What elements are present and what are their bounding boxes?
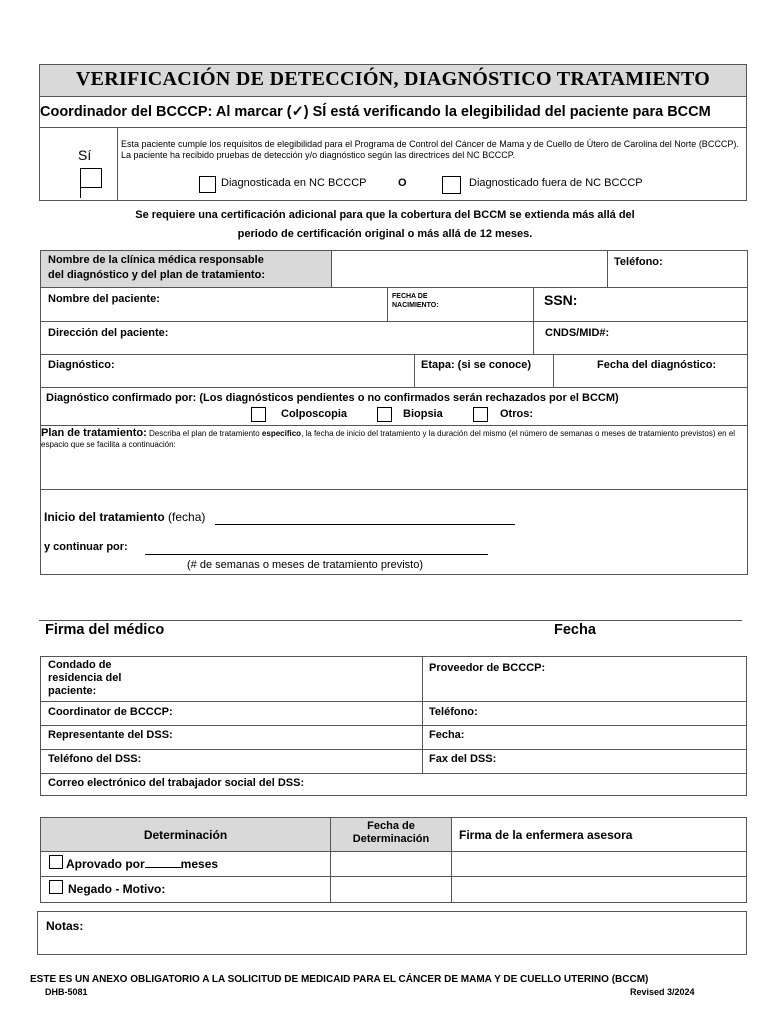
cnds-label: CNDS/MID#: (545, 327, 610, 339)
dss-phone-field[interactable] (161, 750, 421, 773)
clinic-name-label-cell: Nombre de la clínica médica responsable del diagnóstico y del plan de tratamiento: (41, 251, 332, 287)
stage-label: Etapa: (si se conoce) (421, 359, 532, 371)
signature-date-label: Fecha (554, 622, 596, 638)
clinic-phone-label: Teléfono: (614, 256, 663, 268)
treatment-plan-field[interactable] (41, 453, 747, 489)
otros-checkbox[interactable] (473, 407, 488, 422)
or-label: O (398, 177, 407, 189)
county-label: Condado de residencia del paciente: (48, 659, 122, 697)
denied-checkbox[interactable] (49, 880, 63, 894)
determination-date-field[interactable] (331, 852, 451, 902)
form-header (39, 64, 747, 128)
eligibility-section (39, 128, 747, 201)
patient-info-form (40, 250, 748, 575)
approved-label: Aprovado por meses (66, 857, 219, 871)
certification-note-line2: periodo de certificación original o más allá de 12 meses. (237, 228, 533, 240)
ssn-field[interactable] (581, 288, 747, 321)
colposcopia-label: Colposcopia (281, 408, 348, 420)
treatment-start-label: Inicio del tratamiento (fecha) (44, 510, 206, 524)
diagnosed-in-nc-checkbox[interactable] (199, 176, 216, 193)
patient-address-label: Dirección del paciente: (48, 327, 169, 339)
clinic-phone-field[interactable] (608, 269, 748, 287)
weeks-hint: (# de semanas o meses de tratamiento previsto) (187, 559, 424, 571)
otros-label: Otros: (500, 408, 533, 420)
dss-date-field[interactable] (481, 726, 746, 749)
diagnosed-in-nc-label: Diagnosticada en NC BCCCP (221, 177, 367, 189)
determination-table (40, 817, 747, 903)
dss-date-label: Fecha: (429, 729, 465, 741)
form-id: DHB-5081 (45, 987, 88, 997)
revised-date: Revised 3/2024 (630, 987, 695, 997)
diagnosis-label: Diagnóstico: (48, 359, 115, 371)
approved-months-blank[interactable] (145, 857, 181, 868)
clinic-name-field[interactable] (333, 251, 607, 287)
cnds-field[interactable] (621, 322, 747, 354)
dss-representative-field[interactable] (201, 726, 421, 749)
continue-for-field[interactable] (145, 540, 488, 554)
treatment-plan-instructions: Plan de tratamiento: Describa el plan de tratamiento específico, la fecha de inicio del tratamiento y la duración del mismo (el número de semanas o meses de tratamiento previstos) en el espacio que se facilita a continuación: (41, 427, 736, 449)
dss-fax-field[interactable] (511, 750, 746, 773)
dss-representative-label: Representante del DSS: (48, 729, 173, 741)
denied-label: Negado - Motivo: (68, 882, 166, 896)
signature-date-field[interactable] (550, 598, 740, 620)
page-title: VERIFICACIÓN DE DETECCIÓN, DIAGNÓSTICO TRATAMIENTO (75, 68, 711, 90)
patient-address-field[interactable] (186, 322, 531, 354)
col-nurse-signature: Firma de la enfermera asesora (459, 828, 633, 842)
diagnosed-outside-nc-checkbox[interactable] (442, 176, 461, 194)
provider-label: Proveedor de BCCCP: (429, 662, 546, 674)
treatment-start-field[interactable] (215, 509, 515, 524)
coordinator-field[interactable] (201, 702, 421, 725)
notes-label: Notas: (46, 919, 84, 933)
biopsia-label: Biopsia (403, 408, 443, 420)
coordinator-instruction: Coordinador del BCCCP: Al marcar (✓) SÍ está verificando la elegibilidad del paciente para BCCM (40, 104, 711, 120)
biopsia-checkbox[interactable] (377, 407, 392, 422)
patient-name-field[interactable] (161, 288, 386, 321)
col-determination: Determinación (143, 828, 228, 842)
contacts-table (40, 656, 747, 796)
diagnosed-outside-nc-label: Diagnosticado fuera de NC BCCCP (469, 177, 643, 189)
nurse-signature-field[interactable] (452, 852, 746, 902)
colposcopia-checkbox[interactable] (251, 407, 266, 422)
dob-label: FECHA DE NACIMIENTO: (392, 293, 439, 309)
provider-field[interactable] (561, 657, 746, 701)
si-label: Sí (78, 147, 92, 163)
doctor-signature-field[interactable] (39, 598, 539, 620)
coordinator-label: Coordinator de BCCCP: (48, 706, 173, 718)
coordinator-phone-field[interactable] (491, 702, 746, 725)
continue-for-label: y continuar por: (44, 541, 128, 553)
eligibility-statement: Esta paciente cumple los requisitos de elegibilidad para el Programa de Control del Cáncer de Mama y de Cuello de Útero de Carolina del Norte (BCCCP). La paciente ha recibido pruebas de detección y/o diagnóstico según las directrices del NC BCCCP. (121, 139, 739, 160)
ssn-label: SSN: (544, 292, 578, 308)
dss-email-label: Correo electrónico del trabajador social del DSS: (48, 777, 305, 789)
footer-statement: ESTE ES UN ANEXO OBLIGATORIO A LA SOLICITUD DE MEDICAID PARA EL CÁNCER DE MAMA Y DE CUELLO UTERINO (BCCM) (30, 974, 649, 985)
doctor-signature-label: Firma del médico (45, 622, 165, 638)
approved-checkbox[interactable] (49, 855, 63, 869)
col-determination-date: Fecha de Determinación (352, 820, 430, 845)
patient-name-label: Nombre del paciente: (48, 293, 160, 305)
coordinator-phone-label: Teléfono: (429, 706, 478, 718)
confirmed-by-label: Diagnóstico confirmado por: (Los diagnósticos pendientes o no confirmados serán rechazados por el BCCM) (46, 392, 619, 404)
county-field[interactable] (151, 657, 421, 701)
dob-field[interactable] (441, 288, 533, 321)
dss-phone-label: Teléfono del DSS: (48, 753, 142, 765)
notes-box[interactable] (37, 911, 747, 955)
dss-email-field[interactable] (341, 774, 746, 796)
si-checkbox[interactable] (80, 168, 102, 188)
dss-fax-label: Fax del DSS: (429, 753, 497, 765)
diagnosis-field[interactable] (126, 355, 412, 387)
certification-note-line1: Se requiere una certificación adicional para que la cobertura del BCCM se extienda más allá del (135, 209, 635, 221)
diagnosis-date-label: Fecha del diagnóstico: (597, 359, 717, 371)
